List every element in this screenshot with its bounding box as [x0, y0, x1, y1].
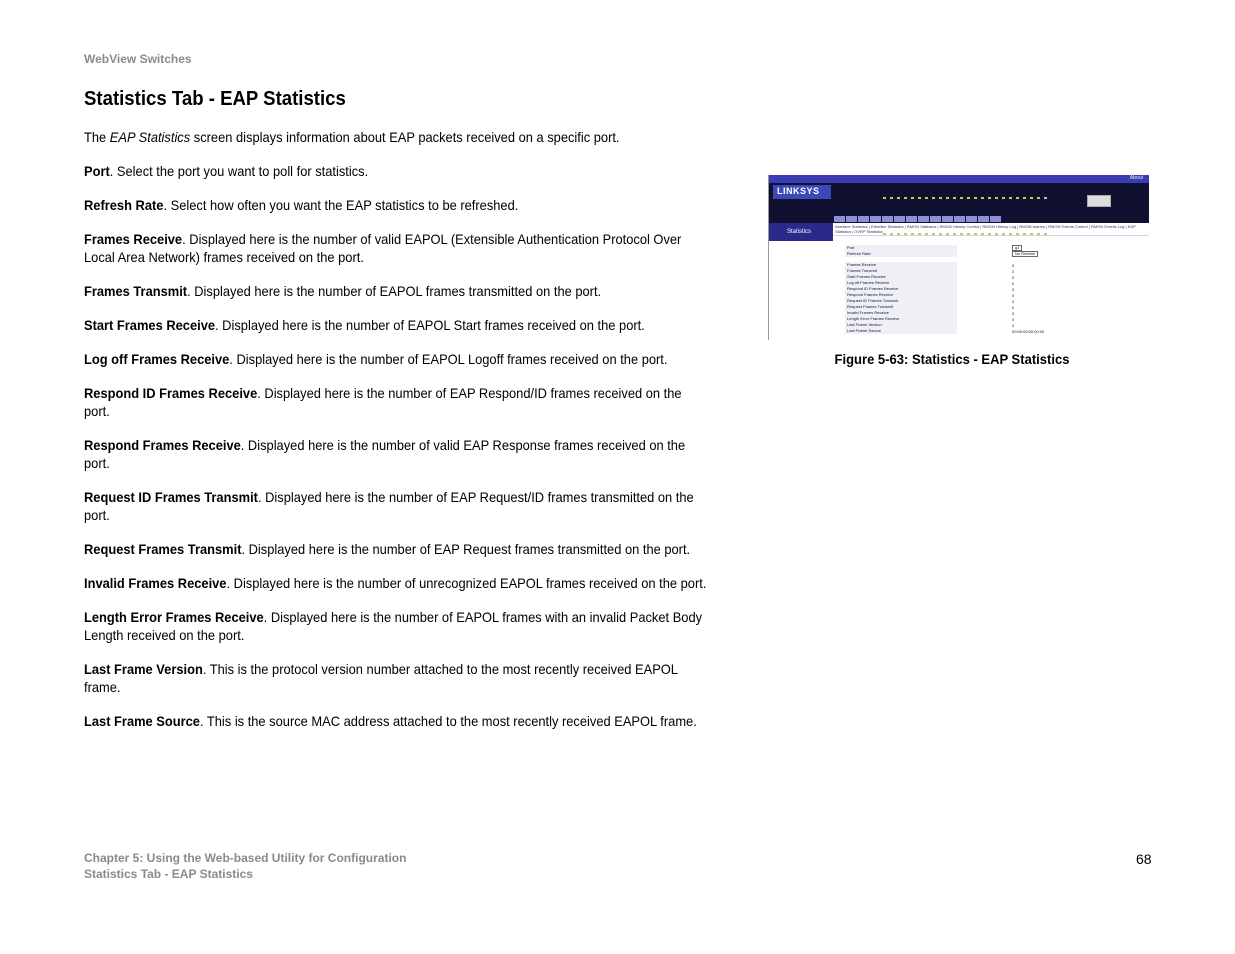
figure-stats-table [845, 245, 1115, 334]
definition-term: Invalid Frames Receive [84, 575, 227, 591]
port-led [925, 197, 928, 199]
definition-term: Refresh Rate [84, 197, 164, 213]
figure-stat-value: 0 [1012, 322, 1015, 328]
definition-term: Length Error Frames Receive [84, 609, 264, 625]
port-led [995, 197, 998, 199]
definition-text: . Displayed here is the number of EAPOL Start frames received on the port. [215, 317, 645, 333]
port-led [946, 197, 949, 199]
figure-refresh-label: Refresh Rate [845, 251, 957, 257]
intro-prefix: The [84, 129, 110, 145]
definition-paragraph [84, 350, 710, 368]
port-led [974, 197, 977, 199]
figure-tab [870, 216, 881, 222]
figure-sublinks: Interface Statistics | Etherlike Statistics | RMON Statistics | RMON History Control | RMON History Log | RMON Alarms | RMON Events Control | RMON Events Log | EAP Statistics | GVRP Statistics [833, 223, 1149, 236]
figure-tab [918, 216, 929, 222]
port-led [953, 197, 956, 199]
figure-tab [942, 216, 953, 222]
page-title: Statistics Tab - EAP Statistics [84, 88, 346, 110]
definition-text: . Select how often you want the EAP statistics to be refreshed. [163, 197, 519, 213]
definition-text: . Displayed here is the number of unrecognized EAPOL frames received on the port. [226, 575, 707, 591]
figure-stat-value: 2 [1012, 268, 1015, 274]
figure-stat-value: 0 [1012, 298, 1015, 304]
figure-tab [966, 216, 977, 222]
definition-text: . Displayed here is the number of EAP Request frames transmitted on the port. [241, 541, 691, 557]
port-led [967, 197, 970, 199]
definition-term: Request Frames Transmit [84, 541, 242, 557]
definition-paragraph [84, 540, 710, 558]
definition-paragraph [84, 316, 710, 334]
definition-paragraph [84, 162, 710, 180]
port-led [981, 197, 984, 199]
figure-stat-label: Length Error Frames Receive [845, 316, 957, 322]
definition-text: . Displayed here is the number of EAP Request/ID frames transmitted on the port. [84, 489, 694, 523]
definition-term: Respond Frames Receive [84, 437, 241, 453]
definition-term: Port [84, 163, 110, 179]
definition-term: Frames Receive [84, 231, 183, 247]
port-led [918, 197, 921, 199]
definition-text: . Displayed here is the number of EAPOL Logoff frames received on the port. [229, 351, 668, 367]
figure-tab [954, 216, 965, 222]
intro-italic: EAP Statistics [109, 129, 191, 145]
figure-sidebar-title: Statistics [769, 223, 833, 241]
definition-paragraph [84, 660, 710, 696]
port-led [939, 197, 942, 199]
definition-term: Respond ID Frames Receive [84, 385, 258, 401]
definition-text: . Select the port you want to poll for statistics. [109, 163, 369, 179]
definition-term: Last Frame Version [84, 661, 203, 677]
figure-about-link: About [1129, 175, 1143, 181]
figure-stat-row [845, 328, 1115, 334]
port-led [1009, 197, 1012, 199]
figure-body [769, 223, 1149, 340]
figure-stat-value: 0 [1012, 286, 1015, 292]
definition-term: Log off Frames Receive [84, 351, 230, 367]
definition-term: Last Frame Source [84, 713, 200, 729]
figure-stat-label: Request ID Frames Transmit [845, 298, 957, 304]
definition-paragraph [84, 196, 710, 214]
definition-paragraph [84, 712, 710, 730]
port-led [897, 197, 900, 199]
figure-tab [834, 216, 845, 222]
footer-section: Statistics Tab - EAP Statistics [84, 867, 253, 881]
figure-top-bar [769, 175, 1149, 183]
figure-tab [846, 216, 857, 222]
definition-text: . Displayed here is the number of valid EAPOL (Extensible Authentication Protocol Over Local Area Network) frames received on the port. [84, 231, 682, 265]
port-led [1044, 197, 1047, 199]
definition-text: . Displayed here is the number of valid EAP Response frames received on the port. [84, 437, 686, 471]
definition-paragraph [84, 436, 710, 472]
figure-tab-bar [769, 215, 1149, 223]
switch-icon [1087, 195, 1111, 207]
port-led [988, 197, 991, 199]
figure-stat-label: Invalid Frames Receive [845, 310, 957, 316]
figure-stat-rows [845, 262, 1115, 334]
figure-content [833, 223, 1149, 340]
figure-refresh-select: No Refresh [1012, 251, 1038, 257]
definition-paragraph [84, 230, 710, 266]
linksys-logo: LINKSYS [773, 185, 831, 199]
figure-stat-value: 0 [1012, 304, 1015, 310]
figure-stat-label: Last Frame Source [845, 328, 957, 334]
figure-port-label: Port [845, 245, 957, 251]
figure-port-select: g1 [1012, 245, 1022, 251]
port-led [883, 197, 886, 199]
figure-stat-label: Start Frames Receive [845, 274, 957, 280]
port-led [1016, 197, 1019, 199]
port-led [1023, 197, 1026, 199]
figure-tab [894, 216, 905, 222]
definition-term: Request ID Frames Transmit [84, 489, 258, 505]
definition-text: . Displayed here is the number of EAPOL frames transmitted on the port. [187, 283, 602, 299]
figure-stat-value: 0 [1012, 316, 1015, 322]
definition-text: . This is the protocol version number attached to the most recently received EAPOL frame. [84, 661, 678, 695]
figure-screenshot [768, 175, 1149, 340]
port-led [1037, 197, 1040, 199]
figure-stat-value: 0 [1012, 262, 1015, 268]
figure-tab [858, 216, 869, 222]
definition-paragraph [84, 282, 710, 300]
definition-paragraph [84, 488, 710, 524]
figure-stat-label: Respond Frames Receive [845, 292, 957, 298]
figure-stat-label: Request Frames Transmit [845, 304, 957, 310]
port-led [1030, 197, 1033, 199]
definition-list [84, 162, 710, 730]
definition-term: Start Frames Receive [84, 317, 216, 333]
figure-stat-label: Frames Transmit [845, 268, 957, 274]
body-text [84, 128, 710, 746]
port-led [890, 197, 893, 199]
definition-paragraph [84, 384, 710, 420]
definition-text: . This is the source MAC address attached to the most recently received EAPOL frame. [199, 713, 697, 729]
figure-tab [882, 216, 893, 222]
definition-term: Frames Transmit [84, 283, 188, 299]
port-led [1002, 197, 1005, 199]
figure-stat-value: 0 [1012, 310, 1015, 316]
figure-stat-label: Last Frame Version [845, 322, 957, 328]
figure-stat-value: 0 [1012, 274, 1015, 280]
figure-tab [978, 216, 989, 222]
figure-stat-value: 0 [1012, 280, 1015, 286]
figure-caption: Figure 5-63: Statistics - EAP Statistics [834, 351, 1070, 367]
port-led [960, 197, 963, 199]
port-led [932, 197, 935, 199]
definition-text: . Displayed here is the number of EAPOL frames with an invalid Packet Body Length received on the port. [84, 609, 703, 643]
figure-stat-value: 00:00:00:00:00:00 [1012, 328, 1045, 334]
figure-brand-bar [769, 183, 1149, 215]
figure-tab [990, 216, 1001, 222]
figure-stat-label: Respond ID Frames Receive [845, 286, 957, 292]
footer [84, 850, 406, 882]
running-header: WebView Switches [84, 52, 192, 66]
page-number: 68 [1136, 851, 1152, 867]
footer-chapter: Chapter 5: Using the Web-based Utility for Configuration [84, 851, 407, 865]
figure-stat-label: Log off Frames Receive [845, 280, 957, 286]
figure-stat-value: 0 [1012, 292, 1015, 298]
intro-suffix: screen displays information about EAP packets received on a specific port. [190, 129, 620, 145]
definition-paragraph [84, 608, 710, 644]
figure-tab [930, 216, 941, 222]
definition-text: . Displayed here is the number of EAP Respond/ID frames received on the port. [84, 385, 682, 419]
intro-paragraph [84, 128, 710, 146]
port-led [911, 197, 914, 199]
port-led [904, 197, 907, 199]
figure-tab [906, 216, 917, 222]
definition-paragraph [84, 574, 710, 592]
figure-stat-label: Frames Receive [845, 262, 957, 268]
